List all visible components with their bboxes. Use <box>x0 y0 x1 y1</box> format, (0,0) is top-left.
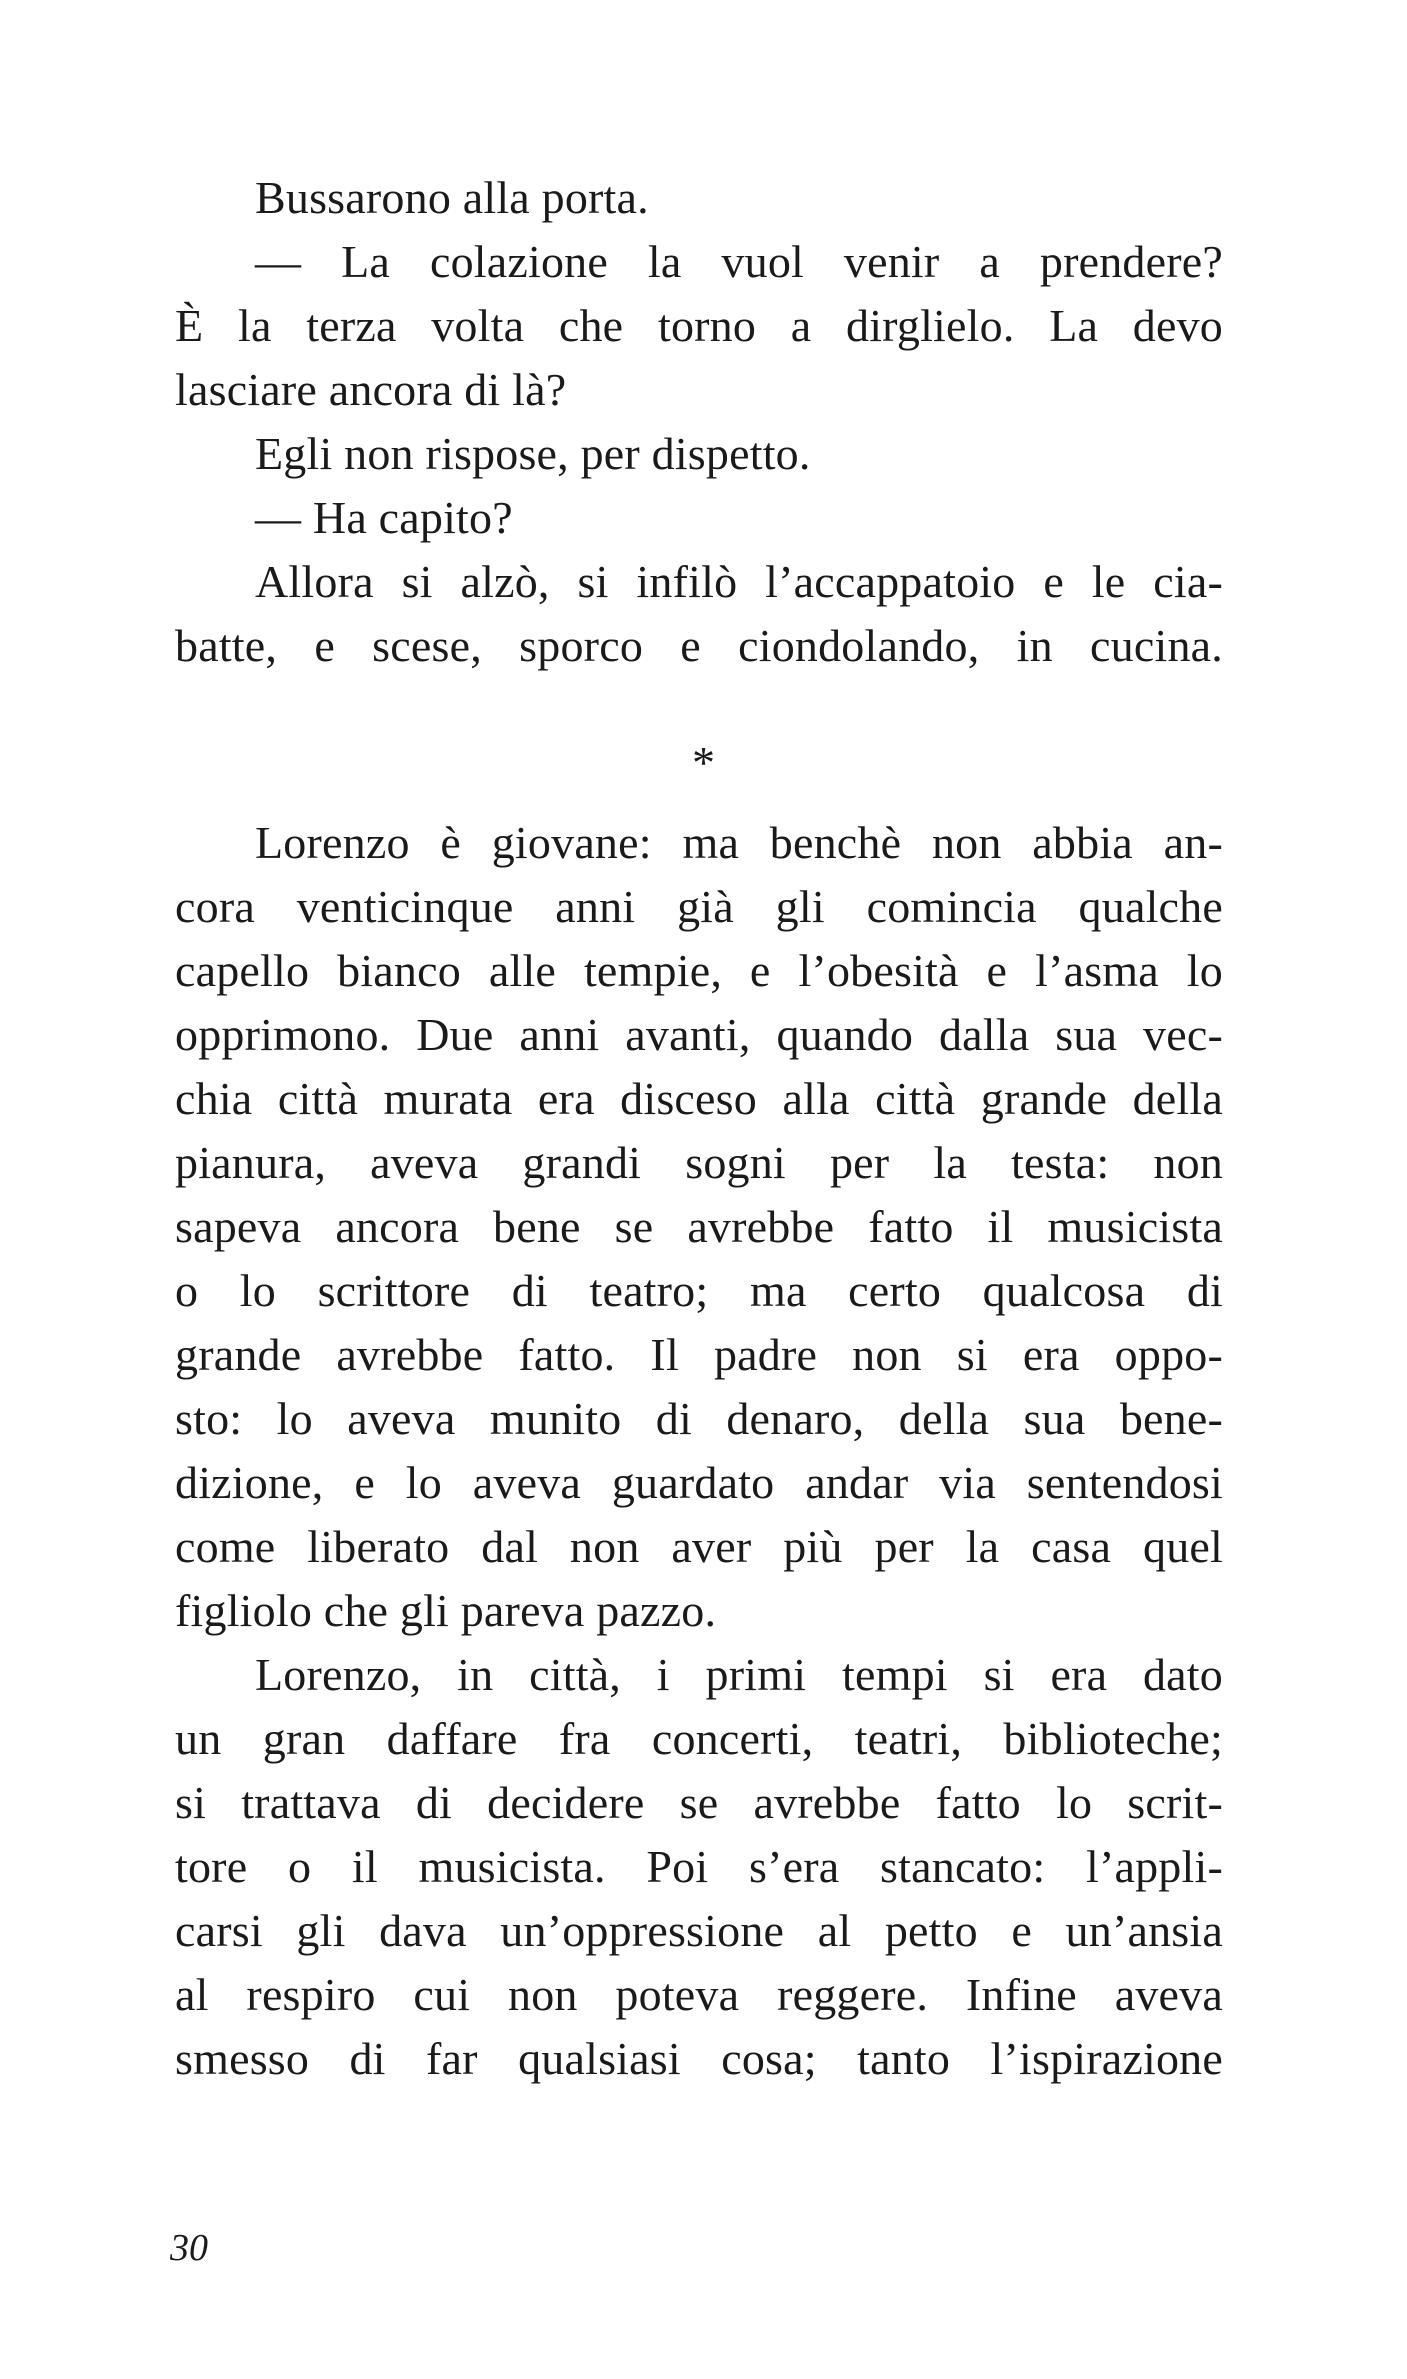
text-line: un gran daffare fra concerti, teatri, biblioteche; <box>175 1713 1223 1764</box>
text-line: batte, e scese, sporco e ciondolando, in cucina. <box>175 620 1223 671</box>
text-line: grande avrebbe fatto. Il padre non si era oppo- <box>175 1329 1223 1380</box>
text-line: tore o il musicista. Poi s’era stancato: l’appli- <box>175 1841 1223 1892</box>
text-line: capello bianco alle tempie, e l’obesità e l’asma lo <box>175 945 1223 996</box>
text-line: Lorenzo è giovane: ma benchè non abbia an- <box>255 817 1223 868</box>
text-line: — Ha capito? <box>255 492 513 543</box>
text-line: pianura, aveva grandi sogni per la testa: non <box>175 1137 1223 1188</box>
text-line: come liberato dal non aver più per la casa quel <box>175 1521 1223 1572</box>
text-line: sto: lo aveva munito di denaro, della sua bene- <box>175 1393 1223 1444</box>
text-line: smesso di far qualsiasi cosa; tanto l’ispirazione <box>175 2033 1223 2084</box>
section-separator: * <box>692 737 715 788</box>
text-line: opprimono. Due anni avanti, quando dalla sua vec- <box>175 1009 1223 1060</box>
text-line: Bussarono alla porta. <box>255 172 649 223</box>
text-line: lasciare ancora di là? <box>175 364 567 415</box>
text-line: si trattava di decidere se avrebbe fatto lo scrit- <box>175 1777 1223 1828</box>
text-line: sapeva ancora bene se avrebbe fatto il musicista <box>175 1201 1223 1252</box>
text-line: Lorenzo, in città, i primi tempi si era dato <box>255 1649 1223 1700</box>
text-line: o lo scrittore di teatro; ma certo qualcosa di <box>175 1265 1223 1316</box>
text-line: dizione, e lo aveva guardato andar via sentendosi <box>175 1457 1223 1508</box>
text-line: al respiro cui non poteva reggere. Infine aveva <box>175 1969 1223 2020</box>
page-number: 30 <box>170 2227 208 2269</box>
text-line: Egli non rispose, per dispetto. <box>255 428 811 479</box>
text-line: È la terza volta che torno a dirglielo. La devo <box>175 300 1223 351</box>
text-line: chia città murata era disceso alla città grande della <box>175 1073 1223 1124</box>
text-line: cora venticinque anni già gli comincia qualche <box>175 881 1223 932</box>
text-line: Allora si alzò, si infilò l’accappatoio e le cia- <box>255 556 1223 607</box>
text-line: figliolo che gli pareva pazzo. <box>175 1585 717 1636</box>
text-line: — La colazione la vuol venir a prendere? <box>255 236 1223 287</box>
text-line: carsi gli dava un’oppressione al petto e un’ansia <box>175 1905 1223 1956</box>
